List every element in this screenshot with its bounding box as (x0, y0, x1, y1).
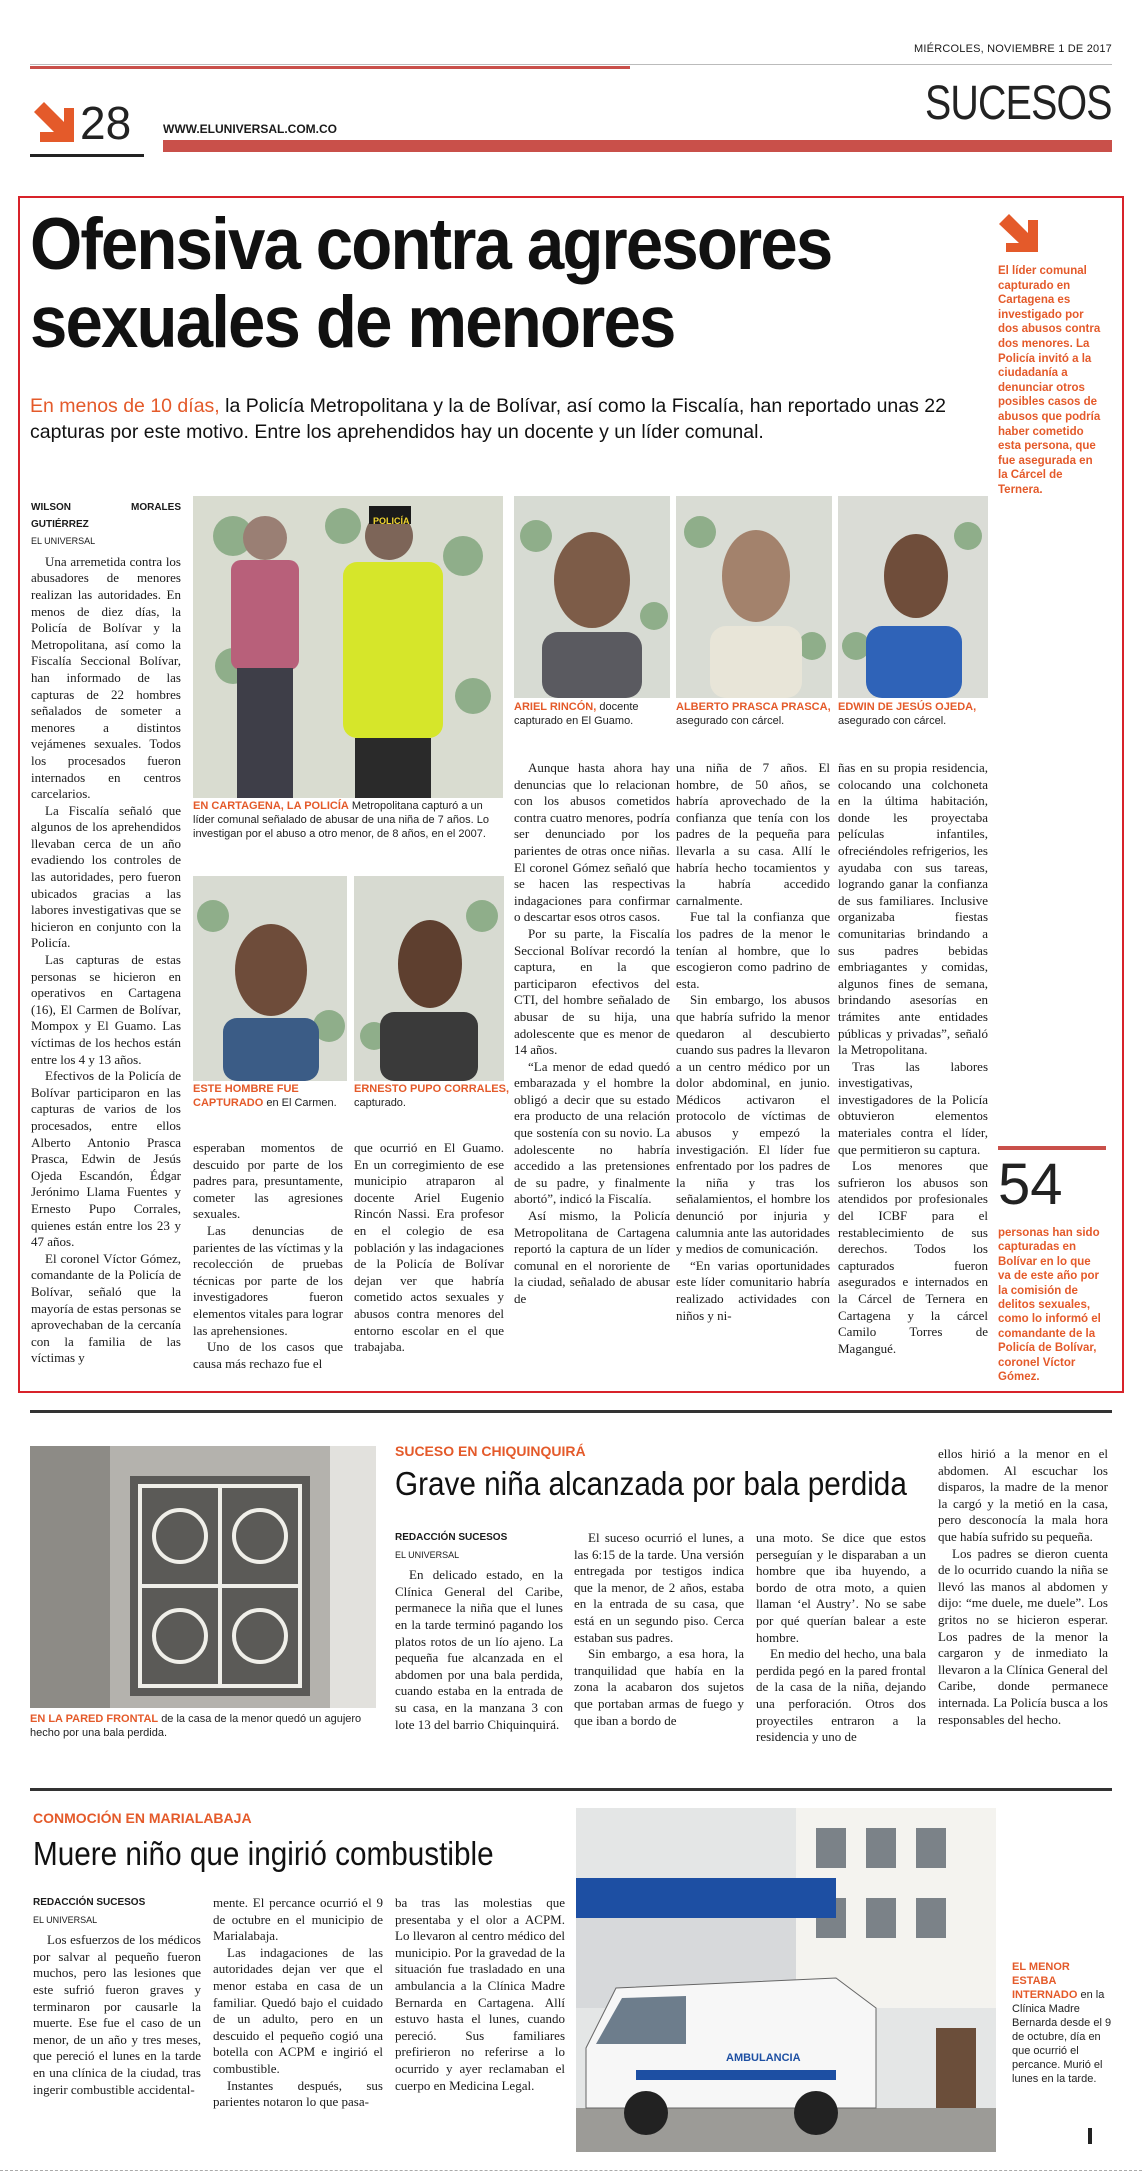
mug3-name: EDWIN DE JESÚS OJEDA, (838, 701, 977, 713)
story2-column-2 (574, 1530, 744, 1729)
mugshot-el-carmen (193, 876, 347, 1081)
end-mark (1088, 2128, 1092, 2144)
outlet: EL UNIVERSAL (395, 1549, 460, 1560)
mugshot-ariel-rincon (514, 496, 670, 698)
mug1-name: ARIEL RINCÓN, (514, 701, 597, 713)
main-column-6 (838, 760, 988, 1357)
story3-headline: Muere niño que ingirió combustible (33, 1835, 494, 1872)
mugshot-5-caption (354, 1082, 514, 1110)
mug5-name: ERNESTO PUPO CORRALES, (354, 1083, 510, 1095)
story3-column-3 (395, 1895, 565, 2094)
story3-column-1 (33, 1895, 201, 2098)
page-number: 28 (80, 97, 132, 149)
main-headline (30, 206, 913, 362)
deck-text: la Policía Metropolitana y la de Bolívar, así como la Fiscalía, han reportado unas 22 capturas por este motivo. Entre los aprehendidos hay un docente y un líder comunal. (30, 395, 946, 443)
paragraph: El suceso ocurrió el lunes, a las 6:15 de la tarde. Una versión entregada por testigos indica que la menor, de 2 años, estaba en la entrada de su casa, que está en un segundo piso. Cerca estaban sus padres. (574, 1530, 744, 1645)
story2-column-1 (395, 1530, 563, 1733)
main-deck (30, 393, 990, 445)
paragraph: Efectivos de la Policía de Bolívar participaron en las capturas de varios de los procesados, entre ellos Alberto Antonio Prasca Prasca, Edwin de Jesús Ojeda Escandón, Édgar Jerónimo Llama Fuentes y Ernesto Pupo Corrales, quienes están entre los 23 y 47 años. (31, 1068, 181, 1250)
caption-text: en la Clínica Madre Bernarda desde el 9 de octubre, día en que ocurrió el percance. Murió el lunes en la tarde. (1012, 1989, 1112, 2085)
arrest-photo (193, 496, 503, 798)
paragraph: Sin embargo, a esa hora, la tranquilidad que había en la zona la acabaron dos sujetos que portaban armas de fuego y que iban a bordo de (574, 1646, 744, 1728)
paragraph: ellos hirió a la menor en el abdomen. Al escuchar los disparos, la madre de la menor la cargó y la metió en la casa, pero desconocía la mala hora que había sufrido su pequeña. (938, 1446, 1108, 1544)
ambulance-label: AMBULANCIA (726, 2052, 801, 2064)
mug2-desc: asegurado con cárcel. (676, 715, 785, 727)
mugshot-1-caption (514, 700, 674, 728)
main-column-5 (676, 760, 830, 1324)
paragraph: Aunque hasta ahora hay denuncias que lo relacionan con los abusos cometidos contra cuatro menores, podría ser denunciado por los parientes de otras once niñas. El coronel Gómez señaló que se hacen las respectivas indagaciones para confirmar o descartar esos otros casos. (514, 760, 670, 925)
paragraph: Una arremetida contra los abusadores de menores realizan las autoridades. En menos de diez días, la Policía de Bolívar y la Metropolitana, así como la Fiscalía Seccional Bolívar, han informado de las capturas de 22 hombres señalados de someter a menores a distintos vejámenes sexuales. Todos los procesados fueron internados en centros carcelarios. (31, 553, 181, 802)
stat-rule (998, 1146, 1106, 1150)
sidebar-note: El líder comunal capturado en Cartagena es investigado por dos abusos contra dos menores. La Policía invitó a la ciudadanía a denunciar otros posibles casos de abusos que podría haber cometido esta persona, que fue asegurada en la Cárcel de Ternera. (998, 265, 1101, 496)
arrest-photo-caption (193, 799, 505, 841)
headline-line-2: sexuales de menores (30, 282, 675, 363)
outlet: EL UNIVERSAL (33, 1914, 98, 1925)
ambulance-caption (1012, 1960, 1112, 2086)
paragraph: ba tras las molestias que presentaba y el olor a ACPM. Lo llevaron al centro médico del municipio. Por la gravedad de la situación fue trasladado en una ambulancia a la Clínica Madre Bernarda en Cartagena. Allí estuvo hasta el lunes, cuando pereció. Sus familiares prefirieron no referirse a lo ocurrido y ayer reclamaban el cuerpo en Medicina Legal. (395, 1895, 565, 2093)
stat-text: personas han sido capturadas en Bolívar en lo que va de este año por la comisión de delitos sexuales, como lo informó el comandante de la Policía de Bolívar, coronel Víctor Gómez. (998, 1227, 1101, 1384)
website-url: WWW.ELUNIVERSAL.COM.CO (163, 122, 337, 136)
paragraph: Las indagaciones de las autoridades dejan ver que el menor estaba en casa de un familiar. Quedó bajo el cuidado de un adulto, pero en un descuido el pequeño cogió una botella con ACPM e ingirió el combustible. (213, 1944, 383, 2076)
paragraph: Las denuncias de parientes de las víctimas y la recolección de pruebas técnicas por parte de los investigadores fueron elementos vitales para lograr las aprehensiones. (193, 1222, 343, 1338)
mugshot-2-caption (676, 700, 836, 728)
author: WILSON MORALES GUTIÉRREZ (31, 502, 181, 530)
mugshot-alberto-prasca (676, 496, 832, 698)
story2-headline: Grave niña alcanzada por bala perdida (395, 1465, 907, 1502)
paragraph: “En varias oportunidades este líder comunitario habría realizado actividades con niños y ni- (676, 1257, 830, 1323)
story3-column-2 (213, 1895, 383, 2111)
main-column-1 (31, 500, 181, 1367)
top-red-rule (30, 66, 630, 69)
sidebar-arrow-icon (998, 214, 1038, 254)
paragraph: Los esfuerzos de los médicos por salvar al pequeño fueron muchos, pero las lesiones que este sufrió fueron graves y terminaron por causarle la muerte. Ese fue el caso de un menor, de un año y tres meses, que pereció el lunes en la tarde en una clínica de la ciudad, tras ingerir combustible accidental- (33, 1932, 201, 2097)
paragraph: Fue tal la confianza que los padres de la menor le tenían al hombre, que lo escogieron como padrino de esta. (676, 909, 830, 991)
caption-lead: EL MENOR ESTABA INTERNADO (1012, 1961, 1078, 2001)
main-column-2 (193, 1140, 343, 1372)
paragraph: En delicado estado, en la Clínica General del Caribe, permanece la niña que el lunes en la tarde terminó pagando los platos rotos de un lío ajeno. La pequeña fue alcanzada en el abdomen por una bala perdida, cuando estaba en la entrada de su casa, en la manzana 3 con lote 13 del barrio Chiquinquirá. (395, 1567, 563, 1732)
paragraph: En medio del hecho, una bala perdida pegó en la pared frontal de la casa de la niña, dejando una perforación. Otros dos proyectiles entraron a la residencia y uno de (756, 1646, 926, 1745)
paragraph: “La menor de edad quedó embarazada y el hombre la obligó a decir que su estado era producto de una relación que sostenía con su novio. La adolescente no habría accedido a las pretensiones de su padre, y finalmente abortó”, indicó la Fiscalía. (514, 1058, 670, 1207)
story3-kicker: CONMOCIÓN EN MARIALABAJA (33, 1810, 252, 1826)
paragraph: El coronel Víctor Gómez, comandante de la Policía de Bolívar, señaló que la mayoría de estas personas se aprovechaban de la cercanía con la familia de las víctimas y (31, 1250, 181, 1366)
paragraph: esperaban momentos de descuido por parte de los padres para, presuntamente, cometer las agresiones sexuales. (193, 1140, 343, 1222)
paragraph: Los padres se dieron cuenta de lo ocurrido cuando la niña se llevó las manos al abdomen y dijo: “me duele, me duele”. Los gritos no se hicieron esperar. Los padres de la menor la cargaron y de inmediato la llevaron a la Clínica General del Caribe, donde permanece internada. La Policía busca a los responsables del hecho. (938, 1545, 1108, 1727)
author: REDACCIÓN SUCESOS (33, 1897, 146, 1908)
police-vest-label: POLICÍA (373, 516, 410, 526)
paragraph: Instantes después, sus parientes notaron lo que pasa- (213, 2077, 383, 2110)
mug5-desc: capturado. (354, 1097, 406, 1109)
story2-kicker: SUCESO EN CHIQUINQUIRÁ (395, 1443, 586, 1459)
paragraph: Por su parte, la Fiscalía Seccional Bolívar recordó la captura, en la que participaron efectivos del CTI, del hombre señalado de abusar de su hija, una adolescente que es menor de 14 años. (514, 925, 670, 1058)
main-column-3 (354, 1140, 504, 1356)
paragraph: La Fiscalía señaló que algunos de los aprehendidos llevaban cerca de un año evadiendo los controles de las autoridades, pero fueron ubicados gracias a las labores investigativas que se hicieron en conjunto con la Policía. (31, 802, 181, 951)
bottom-dotted-rule (0, 2170, 1142, 2171)
mug4-desc: en El Carmen. (266, 1097, 337, 1109)
section-banner (163, 140, 1112, 152)
caption-text: de la casa de la menor quedó un agujero hecho por una bala perdida. (30, 1713, 362, 1739)
mugshot-4-caption (193, 1082, 353, 1110)
paragraph: Sin embargo, los abusos que habría sufrido la menor quedaron al descubierto cuando sus padres la llevaron a un centro médico por un dolor abdominal, en junio. Médicos activaron el protocolo de víctimas de abusos y empezó la investigación. El líder fue enfrentado por los padres de la niña y tras los señalamientos, el hombre los denunció por injuria y calumnia ante las autoridades y medios de comunicación. (676, 992, 830, 1257)
ambulance-photo (576, 1808, 996, 2152)
paragraph: una moto. Se dice que estos perseguían y le disparaban a un hombre que iba huyendo, a bordo de otra moto, a quien llaman ‘el Austry’. No se sabe por qué querían balear a este hombre. (756, 1530, 926, 1645)
mug2-name: ALBERTO PRASCA PRASCA, (676, 701, 831, 713)
story2-column-3 (756, 1530, 926, 1746)
masthead (30, 40, 1112, 160)
bullet-hole-caption (30, 1712, 376, 1740)
paragraph: Así mismo, la Policía Metropolitana de Cartagena reportó la captura de un líder comunal en el nororiente de la ciudad, señalado de abusar de (514, 1208, 670, 1306)
paragraph: una niña de 7 años. El hombre, de 50 años, se habría aprovechado de la confianza que tenía con los padres de la pequeña para llevarla a su casa. Allí le habría hecho tocamientos y la habría accedido carnalmente. (676, 760, 830, 908)
paragraph: mente. El percance ocurrió el 9 de octubre en el municipio de Marialabaja. (213, 1895, 383, 1944)
caption-text: Metropolitana capturó a un líder comunal señalado de abusar de una niña de 7 años. Lo investigan por el abuso a otro menor, de 8 años, en el 2007. (193, 800, 489, 840)
mugshot-3-caption (838, 700, 994, 728)
paragraph: Tras las labores investigativas, investigadores de la Policía obtuvieron elementos materiales contra el líder, que permitieron su captura. (838, 1058, 988, 1157)
story2-column-4 (938, 1446, 1108, 1728)
paragraph: Las capturas de estas personas se hicieron en operativos en Cartagena (16), El Carmen de Bolívar, Mompox y El Guamo. Las víctimas de los hechos están entre los 4 y 13 años. (31, 952, 181, 1067)
paragraph: ñas en su propia residencia, colocando una colchoneta en la última habitación, donde les proyectaba películas infantiles, ofreciéndoles refrigerios, les ayudaba con sus tareas, logrando ganar la confianza de sus familiares. Inclusive organizaba fiestas comunitarias brindando a sus padres bebidas embriagantes y comidas, algunos fines de semana, brindando asesorías en trámites ante entidades públicas y privadas”, señaló la Metropolitana. (838, 760, 988, 1058)
deck-highlight: En menos de 10 días, (30, 395, 220, 417)
mug3-desc: asegurado con cárcel. (838, 715, 947, 727)
author: REDACCIÓN SUCESOS (395, 1532, 508, 1543)
mugshot-ernesto-pupo (354, 876, 504, 1081)
arrow-icon (32, 102, 74, 144)
paragraph: Los menores que sufrieron los abusos son atendidos por profesionales del ICBF para el restablecimiento de sus derechos. Todos los capturados fueron asegurados e internados en la Cárcel de Ternera en Cartagena y la cárcel Camilo Torres de Magangué. (838, 1158, 988, 1356)
bullet-hole-photo (30, 1446, 376, 1708)
mugshot-edwin-ojeda (838, 496, 988, 698)
section-name: SUCESOS (925, 77, 1112, 130)
headline-line-1: Ofensiva contra agresores (30, 204, 832, 285)
outlet: EL UNIVERSAL (31, 536, 96, 547)
issue-date: MIÉRCOLES, NOVIEMBRE 1 DE 2017 (914, 43, 1112, 55)
paragraph: Uno de los casos que causa más rechazo fue el (193, 1339, 343, 1371)
caption-lead: EN LA PARED FRONTAL (30, 1713, 159, 1725)
page-number-underline (30, 154, 144, 157)
mug1-desc: docente capturado en El Guamo. (514, 701, 639, 727)
top-thin-rule (30, 64, 1112, 65)
mug4-name: ESTE HOMBRE FUE CAPTURADO (193, 1083, 299, 1109)
divider-story-2 (30, 1410, 1112, 1413)
stat-number: 54 (998, 1152, 1063, 1217)
paragraph: que ocurrió en El Guamo. En un corregimiento de ese municipio atraparon al docente Ariel Eugenio Rincón Nassi. Era profesor en el colegio de esa población y las indagaciones de la Policía de Bolívar dejan ver que habría cometido actos sexuales y abusos contra menores del entorno escolar en el que trabajaba. (354, 1140, 504, 1355)
divider-story-3 (30, 1788, 1112, 1791)
main-column-4 (514, 760, 670, 1308)
caption-lead: EN CARTAGENA, LA POLICÍA (193, 800, 349, 812)
